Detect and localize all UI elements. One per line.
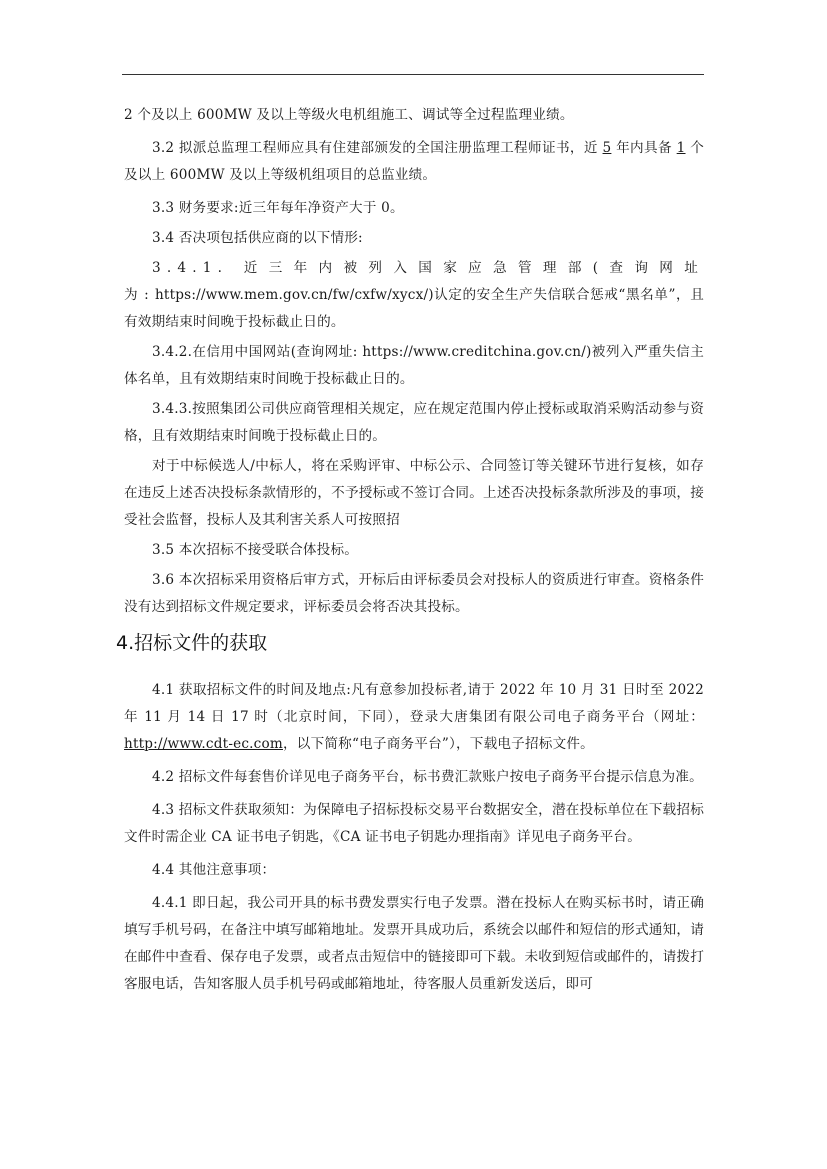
paragraph-review: 对于中标候选人/中标人，将在采购评审、中标公示、合同签订等关键环节进行复核，如存在违反上述否决投标条款情形的，不予授标或不签订合同。上述否决投标条款所涉及的事项，接受社会监督，投标人及其利害关系人可按照招 — [124, 458, 704, 528]
paragraph-3-4: 3.4 否决项包括供应商的以下情形: — [152, 230, 363, 246]
paragraph-4-4-1: 4.4.1 即日起，我公司开具的标书费发票实行电子发票。潜在投标人在购买标书时，请正确填写手机号码，在备注中填写邮箱地址。发票开具成功后，系统会以邮件和短信的形式通知，请在邮件中查看、保存电子发票，或者点击短信中的链接即可下载。未收到短信或邮件的，请拨打客服电话，告知客服人员手机号码或邮箱地址，待客服人员重新发送后，即可 — [124, 895, 704, 992]
paragraph-3-2 — [124, 135, 704, 189]
paragraph-4-3: 4.3 招标文件获取须知：为保障电子招标投标交易平台数据安全，潜在投标单位在下载招标文件时需企业 CA 证书电子钥匙，《CA 证书电子钥匙办理指南》详见电子商务平台。 — [124, 802, 704, 845]
paragraph-3-6: 3.6 本次招标采用资格后审方式，开标后由评标委员会对投标人的资质进行审查。资格条件没有达到招标文件规定要求，评标委员会将否决其投标。 — [124, 572, 704, 615]
text-segment: ，以下简称“电子商务平台”），下载电子招标文件。 — [282, 736, 594, 752]
paragraph-4-1 — [124, 677, 704, 758]
paragraph-3-4-1 — [124, 255, 704, 336]
text-segment: 年内具备 — [611, 140, 677, 156]
paragraph-continuation: 2 个及以上 600MW 及以上等级火电机组施工、调试等全过程监理业绩。 — [124, 107, 574, 123]
text-segment: 4.1 获取招标文件的时间及地点:凡有意参加投标者,请于 2022 年 10 月 31 日时至 2022 年 11 月 14 日 17 时（北京时间，下同），登录大唐集团有限公司电子商务平台（网址： — [124, 682, 704, 725]
document-body — [116, 102, 705, 1004]
years-value: 5 — [602, 140, 612, 156]
text-segment: https://www.mem.gov.cn/fw/cxfw/xycx/)认定的安全生产失信联合惩戒“黑名单”，且有效期结束时间晚于投标截止日的。 — [124, 287, 704, 330]
platform-link[interactable]: http://www.cdt-ec.com — [124, 736, 283, 752]
text-segment: 3.4.1. 近三年内被列入国家应急管理部(查询网址为: — [124, 260, 704, 303]
header-rule — [122, 74, 704, 75]
paragraph-3-4-2: 3.4.2.在信用中国网站(查询网址: https://www.creditchina.gov.cn/)被列入严重失信主体名单，且有效期结束时间晚于投标截止日的。 — [124, 344, 704, 387]
count-value: 1 — [676, 140, 686, 156]
paragraph-4-4: 4.4 其他注意事项： — [152, 862, 276, 878]
text-segment: 3.2 拟派总监理工程师应具有住建部颁发的全国注册监理工程师证书，近 — [152, 140, 603, 156]
paragraph-3-4-3: 3.4.3.按照集团公司供应商管理相关规定，应在规定范围内停止授标或取消采购活动参与资格，且有效期结束时间晚于投标截止日的。 — [124, 401, 704, 444]
paragraph-3-5: 3.5 本次招标不接受联合体投标。 — [152, 542, 359, 558]
section-heading: 4.招标文件的获取 — [116, 632, 268, 654]
text-segment: 个及以上 600MW 及以上等级机组项目的总监业绩。 — [124, 140, 705, 183]
paragraph-3-3: 3.3 财务要求:近三年每年净资产大于 0。 — [152, 200, 404, 216]
paragraph-4-2: 4.2 招标文件每套售价详见电子商务平台，标书费汇款账户按电子商务平台提示信息为准。 — [152, 769, 703, 785]
